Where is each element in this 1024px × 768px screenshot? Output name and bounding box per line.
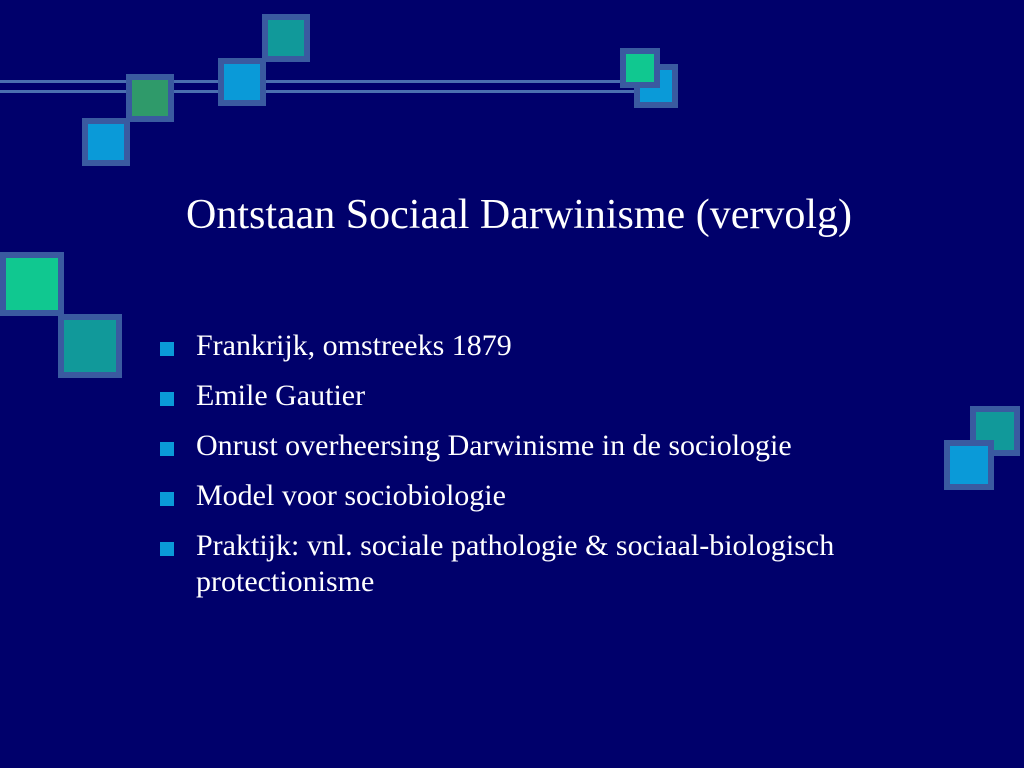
decorative-line-bottom <box>0 90 660 93</box>
square-bullet-icon <box>160 492 174 506</box>
decorative-square <box>0 252 64 316</box>
bullet-item <box>160 328 860 364</box>
decorative-square <box>944 440 994 490</box>
bullet-text: Frankrijk, omstreeks 1879 <box>196 329 512 362</box>
bullet-item <box>160 428 860 464</box>
decorative-square <box>82 118 130 166</box>
bullet-list <box>160 328 860 614</box>
decorative-square <box>218 58 266 106</box>
square-bullet-icon <box>160 442 174 456</box>
decorative-square <box>620 48 660 88</box>
square-bullet-icon <box>160 342 174 356</box>
bullet-text: Model voor sociobiologie <box>196 479 506 512</box>
slide-title: Ontstaan Sociaal Darwinisme (vervolg) <box>186 192 852 238</box>
bullet-item <box>160 478 860 514</box>
decorative-square <box>262 14 310 62</box>
bullet-item <box>160 378 860 414</box>
decorative-square <box>126 74 174 122</box>
decorative-square <box>58 314 122 378</box>
square-bullet-icon <box>160 392 174 406</box>
decorative-line-top <box>0 80 660 83</box>
bullet-text: Praktijk: vnl. sociale pathologie & sociaal-biologisch protectionisme <box>196 529 835 598</box>
bullet-item <box>160 528 860 600</box>
bullet-text: Onrust overheersing Darwinisme in de sociologie <box>196 429 792 462</box>
bullet-text: Emile Gautier <box>196 379 366 412</box>
square-bullet-icon <box>160 542 174 556</box>
